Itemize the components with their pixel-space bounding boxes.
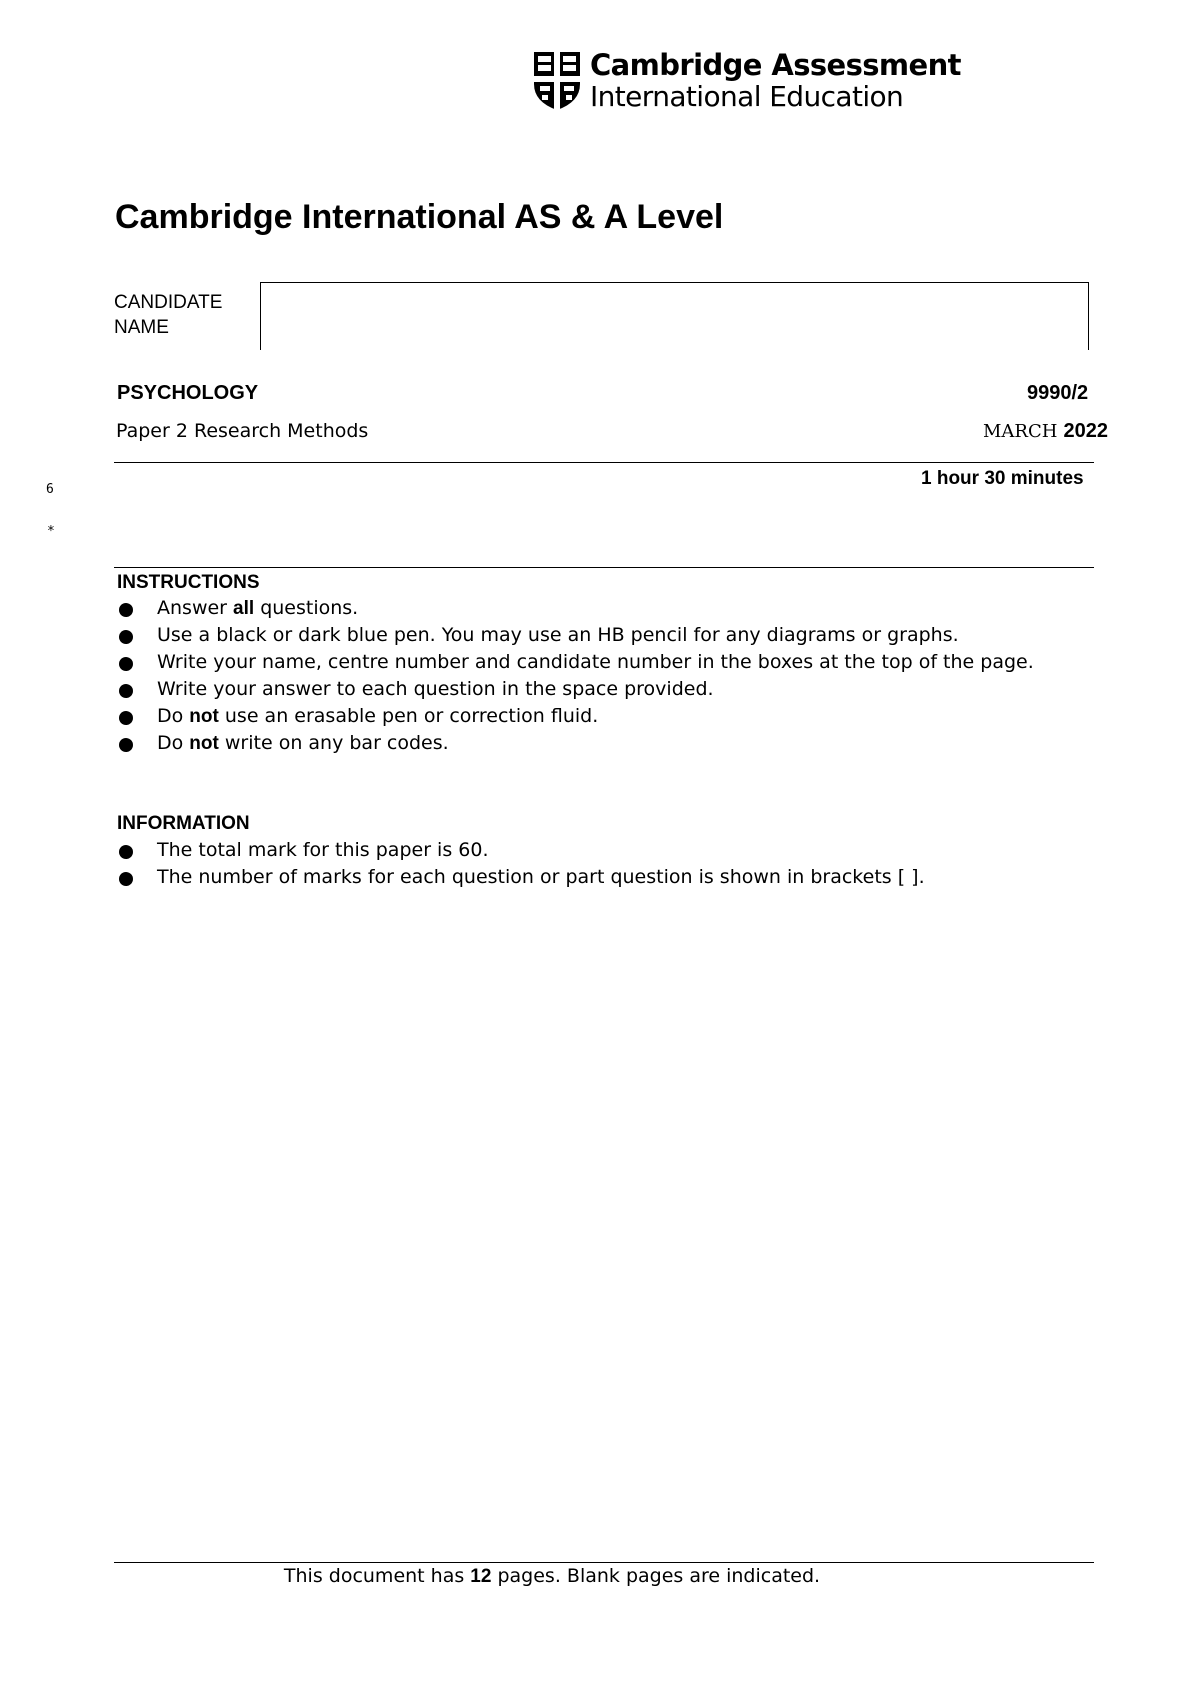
- list-item: [117, 676, 1034, 703]
- information-list: [117, 837, 925, 891]
- session-month: MARCH: [983, 421, 1058, 442]
- exam-duration: 1 hour 30 minutes: [921, 468, 1084, 489]
- bullet-icon: [119, 603, 133, 617]
- exam-session: [983, 420, 1108, 443]
- list-item: [117, 730, 1034, 757]
- footer-text: This document has: [283, 1565, 471, 1587]
- item-text: Do: [157, 705, 190, 727]
- bullet-icon: [119, 872, 133, 886]
- candidate-name-label: [114, 290, 222, 340]
- divider-middle: [114, 567, 1094, 568]
- qualification-title: Cambridge International AS & A Level: [115, 198, 724, 236]
- candidate-label-line-1: CANDIDATE: [114, 292, 223, 313]
- cambridge-shield-icon: [532, 50, 582, 112]
- bullet-icon: [119, 845, 133, 859]
- item-text: Use a black or dark blue pen. You may use an HB pencil for any diagrams or graphs.: [157, 624, 959, 646]
- list-item: [117, 649, 1034, 676]
- item-text: Write your answer to each question in the space provided.: [157, 678, 714, 700]
- margin-mark-star: *: [47, 524, 55, 539]
- footer-text: pages. Blank pages are indicated.: [491, 1565, 821, 1587]
- item-emphasis: all: [233, 598, 255, 619]
- paper-code: 9990/2: [1027, 382, 1089, 404]
- instructions-heading: INSTRUCTIONS: [117, 572, 260, 593]
- bullet-icon: [119, 684, 133, 698]
- item-text: use an erasable pen or correction fluid.: [218, 705, 599, 727]
- footer-page-count: 12: [470, 1566, 492, 1587]
- page-count-footer: [0, 1565, 1090, 1588]
- candidate-name-box[interactable]: [260, 282, 1089, 350]
- list-item: [117, 864, 925, 891]
- divider-footer: [114, 1562, 1094, 1563]
- list-item: [117, 595, 1034, 622]
- item-text: The total mark for this paper is 60.: [157, 839, 489, 861]
- item-text: Do: [157, 732, 190, 754]
- subject-title: PSYCHOLOGY: [117, 382, 259, 404]
- instructions-list: [117, 595, 1034, 757]
- logo-line-2: International Education: [590, 80, 904, 113]
- divider-top: [114, 462, 1094, 463]
- item-text: Write your name, centre number and candidate number in the boxes at the top of the page.: [157, 651, 1034, 673]
- list-item: [117, 622, 1034, 649]
- bullet-icon: [119, 630, 133, 644]
- item-emphasis: not: [189, 706, 219, 727]
- bullet-icon: [119, 657, 133, 671]
- logo-line-1: Cambridge Assessment: [590, 48, 961, 82]
- item-text: write on any bar codes.: [218, 732, 449, 754]
- cambridge-logo: [532, 50, 961, 112]
- item-text: Answer: [157, 597, 234, 619]
- candidate-label-line-2: NAME: [114, 317, 169, 338]
- bullet-icon: [119, 738, 133, 752]
- margin-mark-digit: 6: [46, 482, 54, 497]
- item-emphasis: not: [189, 733, 219, 754]
- session-year: 2022: [1063, 420, 1108, 442]
- bullet-icon: [119, 711, 133, 725]
- information-heading: INFORMATION: [117, 813, 250, 834]
- paper-title: Paper 2 Research Methods: [116, 420, 369, 442]
- list-item: [117, 703, 1034, 730]
- list-item: [117, 837, 925, 864]
- item-text: The number of marks for each question or part question is shown in brackets [ ].: [157, 866, 925, 888]
- item-text: questions.: [254, 597, 359, 619]
